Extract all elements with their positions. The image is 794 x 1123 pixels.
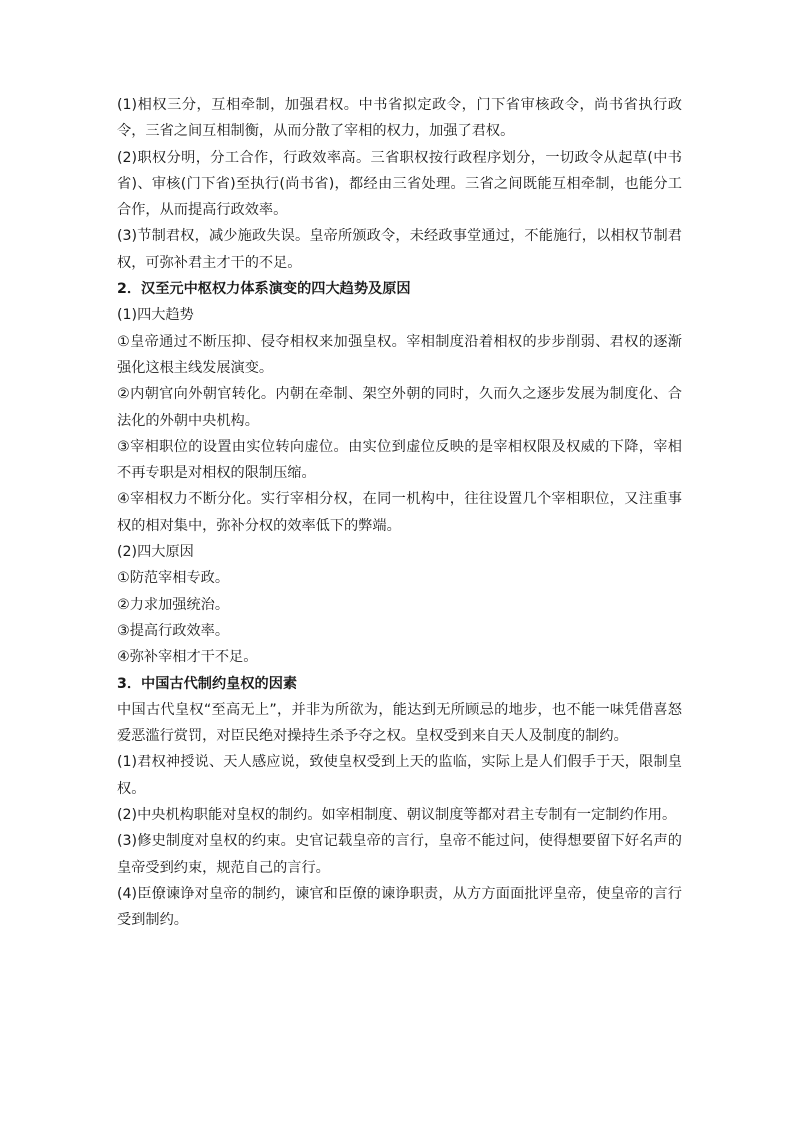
- document-body: [117, 92, 682, 934]
- paragraph-2: (2)职权分明，分工合作，行政效率高。三省职权按行政程序划分，一切政令从起草(中书省)、审核(门下省)至执行(尚书省)，都经由三省处理。三省之间既能互相牵制，也能分工合作，从而提高行政效率。: [117, 149, 682, 219]
- factor-item-2: (2)中央机构职能对皇权的制约。如宰相制度、朝议制度等都对君主专制有一定制约作用。: [117, 807, 677, 824]
- paragraph-1: (1)相权三分，互相牵制，加强君权。中书省拟定政令，门下省审核政令，尚书省执行政令，三省之间互相制衡，从而分散了宰相的权力，加强了君权。: [117, 97, 682, 140]
- section-heading-2: 2．汉至元中枢权力体系演变的四大趋势及原因: [117, 281, 411, 298]
- trend-item-1: ①皇帝通过不断压抑、侵夺相权来加强皇权。宰相制度沿着相权的步步削弱、君权的逐渐强化这根主线发展演变。: [117, 333, 682, 376]
- reason-item-2: ②力求加强统治。: [117, 596, 230, 613]
- factor-item-1: (1)君权神授说、天人感应说，致使皇权受到上天的监临，实际上是人们假手于天，限制皇权。: [117, 754, 682, 797]
- section-heading-3: 3．中国古代制约皇权的因素: [117, 675, 298, 692]
- trend-item-2: ②内朝官向外朝官转化。内朝在牵制、架空外朝的同时，久而久之逐步发展为制度化、合法化的外朝中央机构。: [117, 386, 682, 429]
- paragraph-3: (3)节制君权，减少施政失误。皇帝所颁政令，未经政事堂通过，不能施行，以相权节制君权，可弥补君主才干的不足。: [117, 228, 682, 271]
- factor-item-3: (3)修史制度对皇权的约束。史官记载皇帝的言行，皇帝不能过问，使得想要留下好名声的皇帝受到约束，规范自己的言行。: [117, 833, 682, 876]
- intro-paragraph: 中国古代皇权“至高无上”，并非为所欲为，能达到无所顾忌的地步，也不能一味凭借喜怒爱恶滥行赏罚，对臣民绝对操持生杀予夺之权。皇权受到来自天人及制度的制约。: [117, 701, 682, 745]
- trend-item-4: ④宰相权力不断分化。实行宰相分权，在同一机构中，往往设置几个宰相职位，又注重事权的相对集中，弥补分权的效率低下的弊端。: [117, 491, 682, 534]
- reason-item-3: ③提高行政效率。: [117, 622, 230, 639]
- factor-item-4: (4)臣僚谏诤对皇帝的制约，谏官和臣僚的谏诤职责，从方方面面批评皇帝，使皇帝的言行受到制约。: [117, 885, 682, 929]
- reason-item-1: ①防范宰相专政。: [117, 570, 230, 587]
- reason-item-4: ④弥补宰相才干不足。: [117, 649, 258, 666]
- trend-item-3: ③宰相职位的设置由实位转向虚位。由实位到虚位反映的是宰相权限及权威的下降，宰相不再专职是对相权的限制压缩。: [117, 438, 682, 482]
- subheading-trends: (1)四大趋势: [117, 307, 194, 324]
- subheading-reasons: (2)四大原因: [117, 544, 194, 561]
